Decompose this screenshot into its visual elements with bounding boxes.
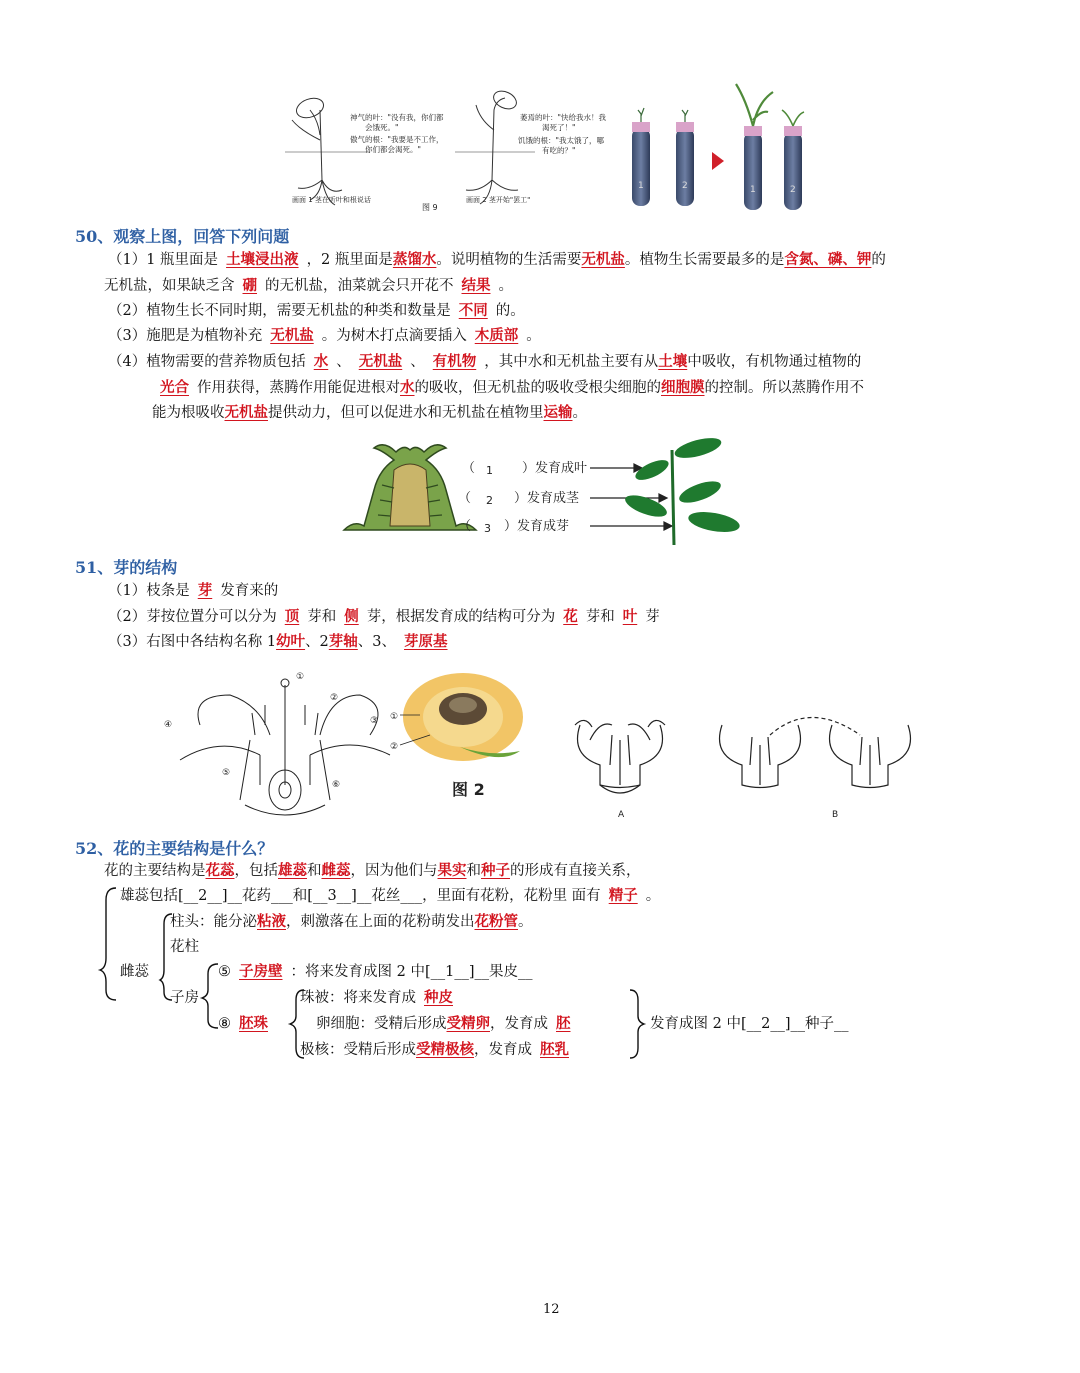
q52-seed-line: 发育成图 2 中[__2__]__种子__ xyxy=(650,1016,849,1032)
answer-blank: 种皮 xyxy=(424,989,453,1006)
fruit-section xyxy=(390,673,523,761)
q52-polar-nuclei-line: 极核：受精后形成受精极核，发育成 胚乳 xyxy=(300,1040,577,1060)
q52-ovary-wall-line: ⑤ 子房壁 ：将来发育成图 2 中[__1__]__果皮__ xyxy=(218,963,533,980)
flower-section xyxy=(180,679,390,815)
svg-text:）发育成芽: ）发育成芽 xyxy=(504,519,570,534)
svg-text:①: ① xyxy=(390,712,399,722)
answer-blank: 雄蕊 xyxy=(278,862,307,879)
answer-blank: 受精卵 xyxy=(446,1015,490,1032)
answer-blank: 芽 xyxy=(197,582,213,599)
answer-blank: 幼叶 xyxy=(276,633,306,650)
answer-blank: 蒸馏水 xyxy=(392,251,437,268)
answer-blank: 子房壁 xyxy=(239,963,283,980)
q50-line-4: （3）施肥是为植物补充 无机盐 。为树木打点滴要插入 木质部 。 xyxy=(108,327,541,344)
answer-blank: 水 xyxy=(400,379,415,396)
svg-text:1: 1 xyxy=(638,181,644,191)
flower-figure xyxy=(160,665,950,825)
answer-blank: 侧 xyxy=(344,608,359,625)
answer-blank: 花蕊 xyxy=(205,862,235,879)
figure-9 xyxy=(280,80,820,215)
arrow-right-icon xyxy=(712,152,724,170)
answer-blank: 芽原基 xyxy=(404,633,448,650)
flower-part-labels xyxy=(164,672,378,790)
plant1-drawing xyxy=(285,95,370,205)
answer-blank: 叶 xyxy=(622,608,638,625)
svg-text:）发育成叶: ）发育成叶 xyxy=(522,461,588,476)
svg-text:1: 1 xyxy=(486,464,493,477)
answer-blank: 胚 xyxy=(556,1015,571,1032)
q52-style-label: 花柱 xyxy=(170,939,199,955)
plant-cartoons xyxy=(280,80,640,215)
flower-a xyxy=(575,720,665,793)
answer-blank: 无机盐 xyxy=(224,404,268,421)
answer-blank: 粘液 xyxy=(257,913,286,930)
answer-blank: 木质部 xyxy=(474,327,519,344)
answer-blank: 含氮、磷、钾 xyxy=(784,251,872,268)
answer-blank: 胚珠 xyxy=(239,1015,268,1032)
q50-line-5: （4）植物需要的营养物质包括 水 、 无机盐 、 有机物 ，其中水和无机盐主要有从土壤中吸收，有机物通过植物的 xyxy=(108,353,862,370)
svg-text:1: 1 xyxy=(750,185,756,195)
q50-line-7: 能为根吸收无机盐提供动力，但可以促进水和无机盐在植物里运输。 xyxy=(152,404,587,421)
tube-3 xyxy=(736,84,773,210)
q52-pistil-label: 雌蕊 xyxy=(120,964,149,980)
flower-diagrams xyxy=(160,665,950,825)
answer-blank: 细胞膜 xyxy=(661,379,705,396)
answer-blank: 无机盐 xyxy=(358,353,403,370)
q52-ovule-line: ⑧ 胚珠 xyxy=(218,1014,276,1034)
q50-line-6: 光合 作用获得，蒸腾作用能促进根对水的吸收，但无机盐的吸收受根尖细胞的细胞膜的控制。所以蒸腾作用不 xyxy=(152,378,864,398)
q52-ovary-label: 子房 xyxy=(170,990,199,1006)
svg-text:3: 3 xyxy=(484,522,491,535)
svg-text:（: （ xyxy=(458,491,472,506)
label-a: A xyxy=(618,810,625,820)
svg-text:2: 2 xyxy=(486,494,493,507)
svg-text:④: ④ xyxy=(164,720,173,730)
label-1-row xyxy=(462,460,587,477)
fig2-caption: 图 2 xyxy=(452,780,485,799)
tube-2 xyxy=(676,110,694,206)
answer-blank: 硼 xyxy=(242,277,257,294)
answer-blank: 光合 xyxy=(160,379,189,396)
plant2-drawing xyxy=(455,88,535,204)
svg-text:②: ② xyxy=(390,742,399,752)
label-3-row xyxy=(458,518,569,535)
svg-text:2: 2 xyxy=(790,185,796,195)
q52-line-1: 花的主要结构是花蕊，包括雄蕊和雌蕊，因为他们与果实和种子的形成有直接关系， xyxy=(104,862,641,879)
answer-blank: 水 xyxy=(313,353,329,370)
plant2-leaf-text: 萎焉的叶："快给我水！我渴死了！" xyxy=(520,113,606,132)
q51-title: 51、芽的结构 xyxy=(75,558,178,577)
answer-blank: 受精极核 xyxy=(416,1041,474,1058)
tube-1 xyxy=(632,108,650,206)
q51-line-2: （2）芽按位置分可以分为 顶 芽和 侧 芽，根据发育成的结构可分为 花 芽和 叶 芽 xyxy=(108,608,660,625)
svg-text:②: ② xyxy=(330,693,339,703)
caption-2: 画面 2 茎开始"罢工" xyxy=(466,196,531,204)
test-tubes xyxy=(628,80,818,215)
q52-stigma-line: 柱头：能分泌粘液，刺激落在上面的花粉萌发出花粉管。 xyxy=(170,913,533,930)
label-2-row xyxy=(458,490,580,507)
q50-line-1: （1）1 瓶里面是 土壤浸出液 ，2 瓶里面是蒸馏水。说明植物的生活需要无机盐。植物生长需要最多的是含氮、磷、钾的 xyxy=(108,251,886,268)
answer-blank: 土壤浸出液 xyxy=(226,251,299,268)
answer-blank: 结果 xyxy=(461,277,491,294)
answer-blank: 顶 xyxy=(284,608,300,625)
svg-text:⑥: ⑥ xyxy=(332,780,341,790)
answer-blank: 雌蕊 xyxy=(321,862,351,879)
bud-section-drawing xyxy=(344,445,476,530)
label-b: B xyxy=(832,810,839,820)
answer-blank: 种子 xyxy=(481,862,510,879)
q52-stamen-line: 雄蕊包括[__2__]__花药___和[__3__]__花丝___，里面有花粉，花粉里 面有 精子 。 xyxy=(120,887,661,904)
bud-diagram xyxy=(334,430,754,550)
plant2-root-text: 饥饿的根："我太饿了，哪有吃的？" xyxy=(518,136,604,155)
bud-figure xyxy=(334,430,754,550)
svg-text:⑤: ⑤ xyxy=(222,768,231,778)
q51-line-3: （3）右图中各结构名称 1幼叶、2芽轴、3、 芽原基 xyxy=(108,632,456,652)
answer-blank: 无机盐 xyxy=(270,327,314,344)
answer-blank: 胚乳 xyxy=(540,1041,569,1058)
caption-fig9: 图 9 xyxy=(422,203,438,212)
answer-blank: 无机盐 xyxy=(581,251,625,268)
svg-text:（: （ xyxy=(458,519,472,534)
caption-1: 画面 1 茎在听叶和根说话 xyxy=(292,196,371,204)
plant1-root-text: 傲气的根："我要是不工作，你们都会渴死。" xyxy=(350,135,444,154)
svg-text:（: （ xyxy=(462,461,476,476)
q50-line-3: （2）植物生长不同时期，需要无机盐的种类和数量是 不同 的。 xyxy=(108,302,525,319)
answer-blank: 花粉管 xyxy=(474,913,518,930)
answer-blank: 土壤 xyxy=(658,353,688,370)
plant1-leaf-text: 神气的叶："没有我，你们都会饿死。" xyxy=(350,113,444,132)
q50-line-2: 无机盐，如果缺乏含 硼 的无机盐，油菜就会只开花不 结果 。 xyxy=(104,277,513,294)
q50-title: 50、观察上图，回答下列问题 xyxy=(75,227,290,246)
flower-b xyxy=(720,718,911,788)
answer-blank: 运输 xyxy=(543,404,573,421)
branch-drawing xyxy=(623,434,742,545)
page-number: 12 xyxy=(543,1302,560,1317)
answer-blank: 有机物 xyxy=(432,353,477,370)
q51-line-1: （1）枝条是 芽 发育来的 xyxy=(108,582,279,599)
answer-blank: 果实 xyxy=(437,862,467,879)
q52-integument-line: 珠被：将来发育成 种皮 xyxy=(300,988,461,1008)
svg-text:2: 2 xyxy=(682,181,688,191)
svg-text:③: ③ xyxy=(370,716,379,726)
q52-egg-cell-line: 卵细胞：受精后形成受精卵，发育成 胚 xyxy=(316,1014,579,1034)
answer-blank: 不同 xyxy=(458,302,488,319)
answer-blank: 精子 xyxy=(608,887,638,904)
tube-4 xyxy=(782,110,804,210)
answer-blank: 花 xyxy=(563,608,578,625)
answer-blank: 芽轴 xyxy=(328,633,358,650)
svg-text:）发育成茎: ）发育成茎 xyxy=(514,491,580,506)
svg-text:①: ① xyxy=(296,672,305,682)
q52-title: 52、花的主要结构是什么？ xyxy=(75,839,274,858)
